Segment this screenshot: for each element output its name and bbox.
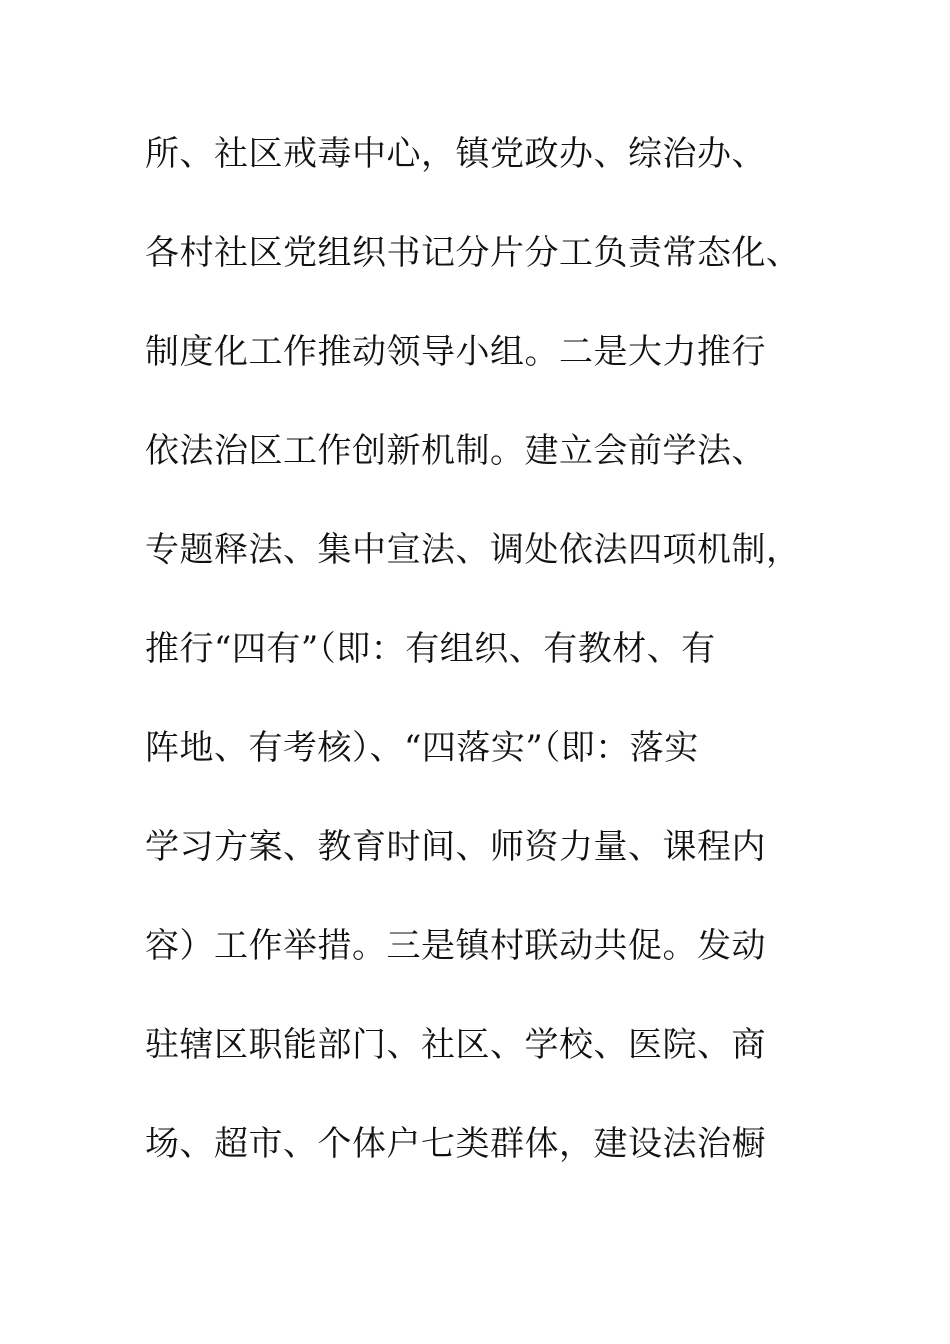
text-line: 学习方案、教育时间、师资力量、课程内 bbox=[145, 827, 766, 867]
text-line: 容）工作举措。三是镇村联动共促。发动 bbox=[145, 926, 766, 966]
text-line: 驻辖区职能部门、社区、学校、医院、商 bbox=[145, 1025, 766, 1065]
text-line: 所、社区戒毒中心，镇党政办、综治办、 bbox=[145, 134, 766, 174]
body-text bbox=[145, 125, 825, 1214]
text-line: 阵地、有考核）、“四落实”（即：落实 bbox=[145, 728, 699, 768]
text-line: 各村社区党组织书记分片分工负责常态化、 bbox=[145, 233, 801, 273]
text-line: 依法治区工作创新机制。建立会前学法、 bbox=[145, 431, 766, 471]
text-line: 推行“四有”（即：有组织、有教材、有 bbox=[145, 629, 716, 669]
text-line: 制度化工作推动领导小组。二是大力推行 bbox=[145, 332, 766, 372]
text-line: 场、超市、个体户七类群体，建设法治橱 bbox=[145, 1124, 766, 1164]
text-line: 专题释法、集中宣法、调处依法四项机制， bbox=[145, 530, 801, 570]
